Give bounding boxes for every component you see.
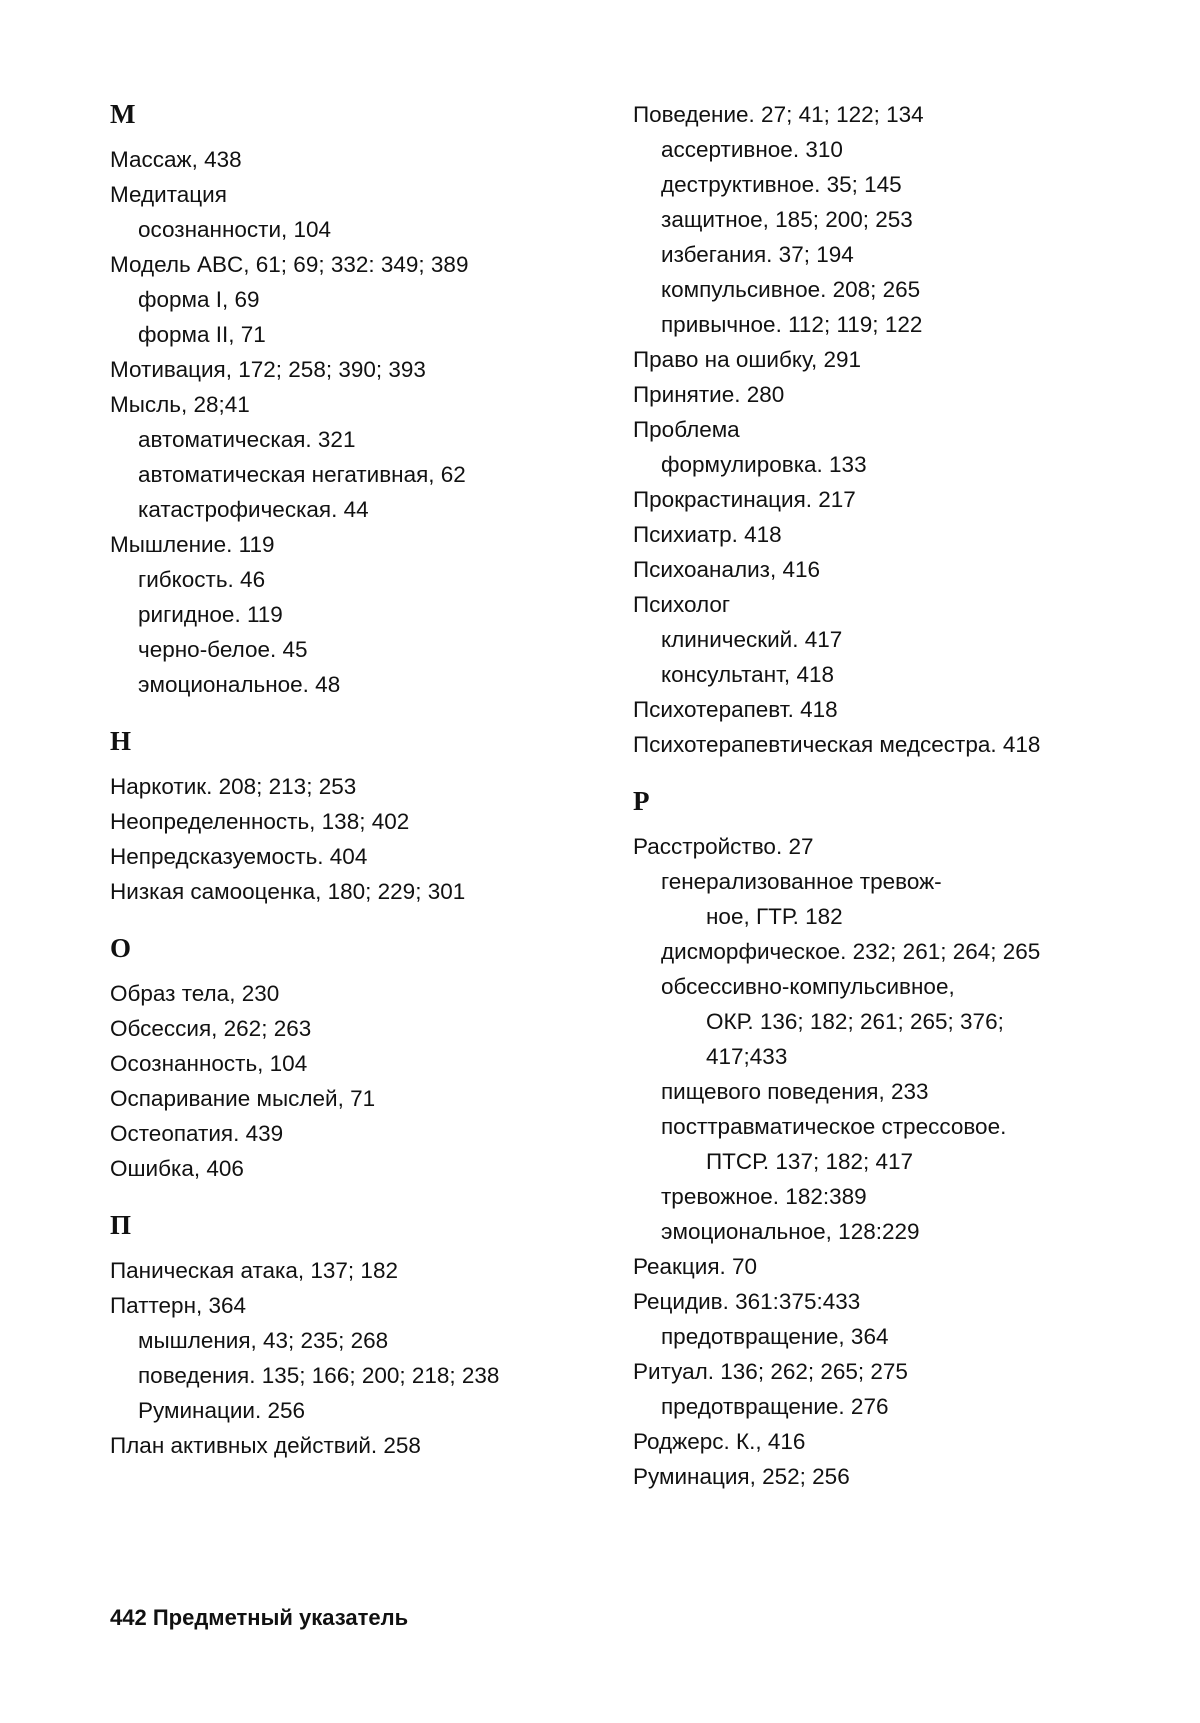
- index-entry: Принятие. 280: [633, 382, 785, 407]
- index-subentry: предотвращение. 276: [661, 1394, 889, 1419]
- index-entry: Паттерн, 364: [110, 1293, 247, 1318]
- index-subentry: компульсивное. 208; 265: [661, 277, 921, 302]
- index-entry: Ошибка, 406: [110, 1156, 244, 1181]
- index-entry: Право на ошибку, 291: [633, 347, 862, 372]
- index-subentry: формулировка. 133: [661, 452, 867, 477]
- index-section: [633, 784, 1193, 1494]
- index-entry: Осознанность, 104: [110, 1051, 308, 1076]
- section-letter: Н: [110, 726, 132, 756]
- index-entry: Реакция. 70: [633, 1254, 758, 1279]
- index-subentry: пищевого поведения, 233: [661, 1079, 929, 1104]
- section-letter: Р: [633, 786, 650, 816]
- index-subentry: 417;433: [706, 1044, 788, 1069]
- index-entry: Рецидив. 361:375:433: [633, 1289, 861, 1314]
- page-footer: [110, 1605, 408, 1631]
- index-subentry: эмоциональное, 128:229: [661, 1219, 920, 1244]
- index-subentry: ассертивное. 310: [661, 137, 843, 162]
- index-subentry: Руминации. 256: [138, 1398, 306, 1423]
- index-section: [633, 97, 1193, 762]
- index-entry: Образ тела, 230: [110, 981, 280, 1006]
- index-subentry: осознанности, 104: [138, 217, 332, 242]
- page-number: 442: [110, 1605, 147, 1630]
- index-section: [110, 931, 610, 1186]
- section-letter: П: [110, 1210, 132, 1240]
- index-subentry: дисморфическое. 232; 261; 264; 265: [661, 939, 1041, 964]
- index-entry: Психолог: [633, 592, 731, 617]
- index-subentry: ное, ГТР. 182: [706, 904, 843, 929]
- index-section: [110, 724, 610, 909]
- index-entry: Расстройство. 27: [633, 834, 814, 859]
- index-entry: Обсессия, 262; 263: [110, 1016, 312, 1041]
- index-subentry: автоматическая негативная, 62: [138, 462, 466, 487]
- index-subentry: тревожное. 182:389: [661, 1184, 867, 1209]
- index-subentry: форма II, 71: [138, 322, 266, 347]
- index-entry: Непредсказуемость. 404: [110, 844, 368, 869]
- running-title: Предметный указатель: [152, 1605, 409, 1630]
- index-section: [110, 97, 610, 702]
- index-column-right: [633, 97, 1193, 1494]
- index-column-left: [110, 97, 610, 1463]
- index-subentry: консультант, 418: [661, 662, 834, 687]
- index-entry: Роджерс. К., 416: [633, 1429, 806, 1454]
- index-section: [110, 1208, 610, 1463]
- index-entry: Остеопатия. 439: [110, 1121, 284, 1146]
- index-entry: Руминация, 252; 256: [633, 1464, 850, 1489]
- index-subentry: привычное. 112; 119; 122: [661, 312, 923, 337]
- index-entry: Мышление. 119: [110, 532, 275, 557]
- index-entry: Наркотик. 208; 213; 253: [110, 774, 357, 799]
- index-subentry: генерализованное тревож-: [661, 869, 942, 894]
- index-entry: Медитация: [110, 182, 227, 207]
- index-entry: Массаж, 438: [110, 147, 242, 172]
- index-entry: Психиатр. 418: [633, 522, 782, 547]
- index-entry: Психотерапевт. 418: [633, 697, 838, 722]
- index-entry: Оспаривание мыслей, 71: [110, 1086, 376, 1111]
- index-subentry: мышления, 43; 235; 268: [138, 1328, 389, 1353]
- index-subentry: клинический. 417: [661, 627, 843, 652]
- index-subentry: ОКР. 136; 182; 261; 265; 376;: [706, 1009, 1004, 1034]
- index-subentry: черно-белое. 45: [138, 637, 308, 662]
- index-entry: Ритуал. 136; 262; 265; 275: [633, 1359, 908, 1384]
- index-entry: План активных действий. 258: [110, 1433, 421, 1458]
- index-subentry: форма I, 69: [138, 287, 260, 312]
- section-letter: М: [110, 99, 136, 129]
- index-entry: Психоанализ, 416: [633, 557, 821, 582]
- index-entry: Прокрастинация. 217: [633, 487, 856, 512]
- index-subentry: деструктивное. 35; 145: [661, 172, 902, 197]
- index-entry: Мысль, 28;41: [110, 392, 250, 417]
- section-letter: О: [110, 933, 132, 963]
- index-entry: Паническая атака, 137; 182: [110, 1258, 398, 1283]
- index-subentry: поведения. 135; 166; 200; 218; 238: [138, 1363, 500, 1388]
- index-entry: Модель ABC, 61; 69; 332: 349; 389: [110, 252, 469, 277]
- index-entry: Психотерапевтическая медсестра. 418: [633, 732, 1041, 757]
- index-subentry: ригидное. 119: [138, 602, 283, 627]
- index-subentry: катастрофическая. 44: [138, 497, 369, 522]
- index-entry: Мотивация, 172; 258; 390; 393: [110, 357, 426, 382]
- index-subentry: защитное, 185; 200; 253: [661, 207, 913, 232]
- index-subentry: гибкость. 46: [138, 567, 266, 592]
- index-subentry: ПТСР. 137; 182; 417: [706, 1149, 914, 1174]
- index-entry: Поведение. 27; 41; 122; 134: [633, 102, 924, 127]
- index-entry: Проблема: [633, 417, 740, 442]
- index-subentry: эмоциональное. 48: [138, 672, 341, 697]
- index-entry: Неопределенность, 138; 402: [110, 809, 410, 834]
- index-subentry: посттравматическое стрессовое.: [661, 1114, 1007, 1139]
- index-entry: Низкая самооценка, 180; 229; 301: [110, 879, 466, 904]
- index-subentry: избегания. 37; 194: [661, 242, 854, 267]
- index-subentry: обсессивно-компульсивное,: [661, 974, 955, 999]
- index-subentry: автоматическая. 321: [138, 427, 356, 452]
- index-subentry: предотвращение, 364: [661, 1324, 889, 1349]
